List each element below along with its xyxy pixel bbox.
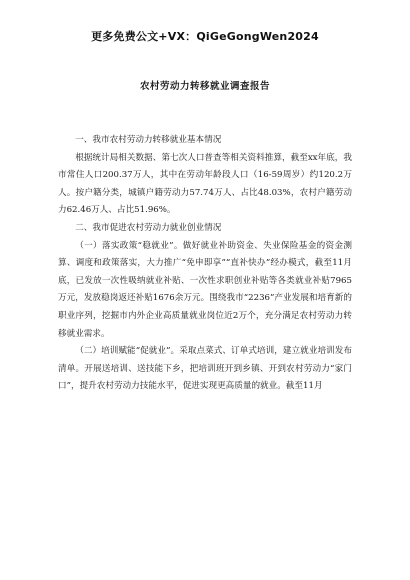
document-body <box>58 132 352 396</box>
section-2-subsection-1: （一）落实政策“稳就业”。做好就业补助资金、失业保险基金的资金测算、调度和政策落实，大力推广“免申即享”“直补快办”经办模式，截至11月底，已发放一次性吸纳就业补贴、一次性求职创业补贴等各类就业补贴7965万元，发放稳岗返还补贴1676余万元。围绕我市“2236”产业发展和培育新的职业序列，挖掘市内外企业高质量就业岗位近2万个，充分满足农村劳动力转移就业需求。 <box>58 240 352 339</box>
section-1-paragraph: 根据统计局相关数据、第七次人口普查等相关资料推算，截至xx年底，我市常住人口200.37万人，其中在劳动年龄段人口（16-59周岁）约120.2万人。按户籍分类，城镇户籍劳动力57.74万人、占比48.03%，农村户籍劳动力62.46万人、占比51.96%。 <box>58 152 352 216</box>
section-1-heading: 一、我市农村劳动力转移就业基本情况 <box>75 135 222 145</box>
promo-banner: 更多免费公文+VX：QiGeGongWen2024 <box>91 30 319 43</box>
document-title: 农村劳动力转移就业调查报告 <box>139 81 270 92</box>
section-2-heading: 二、我市促进农村劳动力就业创业情况 <box>75 222 222 233</box>
section-2-subsection-2: （二）培训赋能“促就业”。采取点菜式、订单式培训，建立就业培训发布清单。开展送培训、送技能下乡，把培训班开到乡镇、开到农村劳动力“家门口”，提升农村劳动力技能水平，促进实现更高质量的就业。截至11月 <box>58 346 352 392</box>
